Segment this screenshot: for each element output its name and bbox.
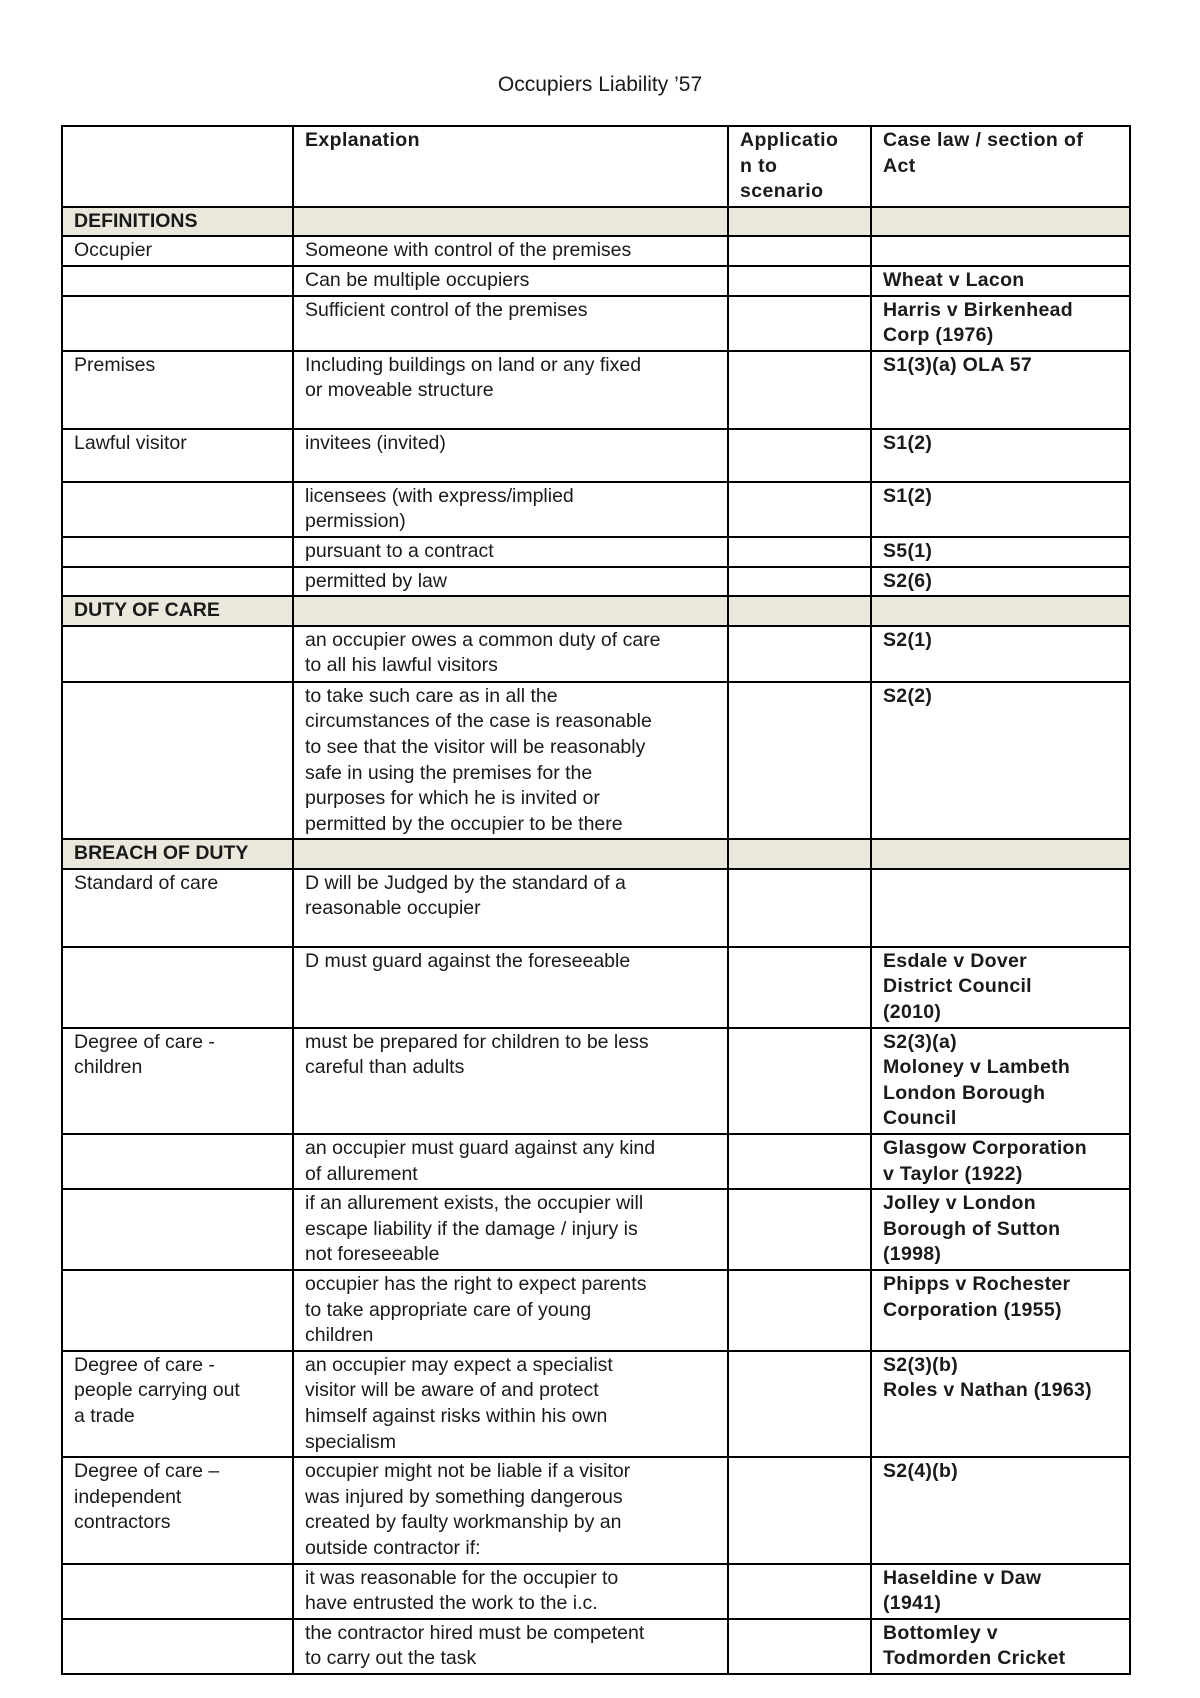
explanation-cell — [293, 869, 728, 947]
topic-cell — [62, 1351, 293, 1457]
table-row — [62, 869, 1130, 947]
application-cell — [728, 537, 871, 567]
explanation-text: safe in using the premises for the — [305, 761, 593, 784]
explanation-text: to carry out the task — [305, 1647, 477, 1670]
header-case-law-line: Case law / section of — [883, 129, 1084, 151]
case-law-text: S2(3)(a) — [883, 1030, 957, 1053]
case-law-cell — [871, 1134, 1130, 1189]
topic-text: children — [74, 1056, 143, 1079]
explanation-cell — [293, 1619, 728, 1674]
explanation-cell — [293, 947, 728, 1028]
case-law-text: (1941) — [883, 1592, 942, 1615]
explanation-text: children — [305, 1324, 374, 1347]
explanation-text: circumstances of the case is reasonable — [305, 710, 652, 733]
explanation-cell — [293, 296, 728, 351]
case-law-cell — [871, 1351, 1130, 1457]
explanation-text: pursuant to a contract — [305, 539, 494, 562]
explanation-text: created by faulty workmanship by an — [305, 1511, 622, 1534]
section-empty-cell — [293, 207, 728, 237]
topic-text: Degree of care - — [74, 1030, 215, 1053]
case-law-text: S1(2) — [883, 484, 933, 507]
explanation-cell — [293, 567, 728, 597]
explanation-text: himself against risks within his own — [305, 1404, 608, 1427]
explanation-cell — [293, 1189, 728, 1270]
case-law-cell — [871, 626, 1130, 682]
case-law-cell — [871, 1028, 1130, 1134]
header-case-law-line: Act — [883, 154, 916, 177]
table-row — [62, 236, 1130, 266]
topic-cell — [62, 682, 293, 840]
section-empty-cell — [728, 207, 871, 237]
explanation-text: it was reasonable for the occupier to — [305, 1566, 619, 1589]
explanation-text: of allurement — [305, 1162, 418, 1185]
explanation-text: or moveable structure — [305, 379, 494, 402]
explanation-cell — [293, 1028, 728, 1134]
table-row — [62, 296, 1130, 351]
table-row — [62, 537, 1130, 567]
case-law-text: District Council — [883, 975, 1032, 998]
case-law-cell — [871, 682, 1130, 840]
explanation-text: Can be multiple occupiers — [305, 268, 530, 291]
section-heading: DEFINITIONS — [62, 207, 293, 237]
case-law-cell — [871, 947, 1130, 1028]
explanation-text: to all his lawful visitors — [305, 654, 498, 677]
case-law-cell — [871, 1270, 1130, 1351]
explanation-text: visitor will be aware of and protect — [305, 1379, 599, 1402]
application-cell — [728, 626, 871, 682]
explanation-text: Sufficient control of the premises — [305, 298, 588, 321]
explanation-text: careful than adults — [305, 1056, 465, 1079]
application-cell — [728, 947, 871, 1028]
case-law-text: Haseldine v Daw — [883, 1566, 1042, 1589]
explanation-text: outside contractor if: — [305, 1536, 481, 1559]
application-cell — [728, 1619, 871, 1674]
table-row — [62, 1028, 1130, 1134]
case-law-text: Todmorden Cricket — [883, 1647, 1066, 1670]
explanation-text: to see that the visitor will be reasonably — [305, 735, 646, 758]
case-law-cell — [871, 869, 1130, 947]
case-law-cell — [871, 1189, 1130, 1270]
topic-cell — [62, 266, 293, 296]
table-row — [62, 482, 1130, 537]
explanation-text: permission) — [305, 510, 406, 533]
case-law-text: S2(6) — [883, 569, 933, 592]
explanation-text: invitees (invited) — [305, 431, 446, 454]
topic-cell — [62, 482, 293, 537]
explanation-text: permitted by the occupier to be there — [305, 812, 623, 835]
case-law-cell — [871, 236, 1130, 266]
case-law-cell — [871, 1619, 1130, 1674]
topic-cell — [62, 1564, 293, 1619]
topic-cell — [62, 626, 293, 682]
table-row — [62, 626, 1130, 682]
application-cell — [728, 351, 871, 429]
case-law-text: S1(2) — [883, 431, 933, 454]
topic-cell — [62, 537, 293, 567]
section-empty-cell — [293, 596, 728, 626]
explanation-text: D must guard against the foreseeable — [305, 949, 631, 972]
explanation-text: permitted by law — [305, 569, 447, 592]
case-law-cell — [871, 266, 1130, 296]
application-cell — [728, 1028, 871, 1134]
table-body — [62, 207, 1130, 1674]
case-law-text: Moloney v Lambeth — [883, 1056, 1071, 1079]
case-law-text: S2(1) — [883, 628, 933, 651]
table-row — [62, 429, 1130, 482]
section-empty-cell — [728, 596, 871, 626]
explanation-text: if an allurement exists, the occupier will — [305, 1192, 644, 1215]
explanation-text: purposes for which he is invited or — [305, 787, 600, 810]
explanation-cell — [293, 429, 728, 482]
case-law-text: London Borough — [883, 1081, 1046, 1104]
explanation-cell — [293, 1134, 728, 1189]
explanation-cell — [293, 482, 728, 537]
explanation-text: licensees (with express/implied — [305, 484, 574, 507]
application-cell — [728, 1457, 871, 1563]
section-row — [62, 596, 1130, 626]
application-cell — [728, 1351, 871, 1457]
application-cell — [728, 1564, 871, 1619]
case-law-cell — [871, 1457, 1130, 1563]
application-cell — [728, 296, 871, 351]
case-law-text: v Taylor (1922) — [883, 1162, 1023, 1185]
table-row — [62, 1270, 1130, 1351]
table-row — [62, 1351, 1130, 1457]
case-law-cell — [871, 482, 1130, 537]
topic-cell — [62, 429, 293, 482]
case-law-text: Bottomley v — [883, 1621, 998, 1644]
explanation-text: to take such care as in all the — [305, 684, 558, 707]
case-law-text: Phipps v Rochester — [883, 1273, 1071, 1295]
table-row — [62, 947, 1130, 1028]
case-law-text: Borough of Sutton — [883, 1217, 1061, 1240]
application-cell — [728, 682, 871, 840]
header-application — [728, 126, 871, 207]
explanation-text: escape liability if the damage / injury is — [305, 1217, 638, 1240]
topic-cell — [62, 1028, 293, 1134]
case-law-text: S2(2) — [883, 684, 933, 707]
topic-cell — [62, 567, 293, 597]
section-heading: BREACH OF DUTY — [62, 839, 293, 869]
section-heading: DUTY OF CARE — [62, 596, 293, 626]
header-application-line: Applicatio — [740, 129, 839, 151]
topic-cell — [62, 1457, 293, 1563]
topic-text: independent — [74, 1485, 182, 1508]
explanation-text: occupier might not be liable if a visitor — [305, 1460, 631, 1483]
topic-cell — [62, 236, 293, 266]
application-cell — [728, 266, 871, 296]
topic-cell — [62, 1619, 293, 1674]
topic-cell — [62, 947, 293, 1028]
case-law-text: Wheat v Lacon — [883, 268, 1025, 291]
case-law-text: S2(3)(b) — [883, 1353, 958, 1376]
explanation-cell — [293, 1351, 728, 1457]
liability-table — [61, 125, 1131, 1675]
topic-cell — [62, 296, 293, 351]
table-row — [62, 1134, 1130, 1189]
case-law-cell — [871, 567, 1130, 597]
case-law-text: (2010) — [883, 1001, 942, 1024]
explanation-text: reasonable occupier — [305, 897, 481, 920]
case-law-text: S1(3)(a) OLA 57 — [883, 353, 1032, 376]
explanation-text: the contractor hired must be competent — [305, 1621, 645, 1644]
topic-text: Degree of care – — [74, 1460, 220, 1483]
header-blank — [62, 126, 293, 207]
explanation-cell — [293, 1564, 728, 1619]
case-law-text: Corporation (1955) — [883, 1298, 1062, 1321]
explanation-text: specialism — [305, 1430, 397, 1453]
application-cell — [728, 429, 871, 482]
explanation-text: an occupier owes a common duty of care — [305, 628, 661, 651]
topic-text: Degree of care - — [74, 1353, 215, 1376]
topic-text: Lawful visitor — [74, 431, 187, 454]
section-empty-cell — [871, 207, 1130, 237]
explanation-cell — [293, 682, 728, 840]
case-law-cell — [871, 296, 1130, 351]
explanation-cell — [293, 626, 728, 682]
topic-cell — [62, 1134, 293, 1189]
application-cell — [728, 482, 871, 537]
explanation-text: an occupier must guard against any kind — [305, 1137, 656, 1160]
topic-cell — [62, 1189, 293, 1270]
topic-cell — [62, 869, 293, 947]
topic-text: Standard of care — [74, 871, 219, 894]
header-case-law — [871, 126, 1130, 207]
case-law-cell — [871, 537, 1130, 567]
header-application-line: scenario — [740, 180, 824, 203]
application-cell — [728, 236, 871, 266]
case-law-text: Harris v Birkenhead — [883, 298, 1073, 321]
table-row — [62, 266, 1130, 296]
case-law-text: Glasgow Corporation — [883, 1137, 1087, 1160]
page-title: Occupiers Liability ’57 — [497, 73, 703, 96]
explanation-text: have entrusted the work to the i.c. — [305, 1592, 598, 1615]
topic-cell — [62, 351, 293, 429]
explanation-cell — [293, 1457, 728, 1563]
case-law-text: Roles v Nathan (1963) — [883, 1379, 1092, 1402]
explanation-text: must be prepared for children to be less — [305, 1030, 649, 1053]
explanation-cell — [293, 236, 728, 266]
case-law-text: Jolley v London — [883, 1192, 1036, 1215]
explanation-text: an occupier may expect a specialist — [305, 1353, 613, 1376]
topic-text: people carrying out — [74, 1379, 240, 1402]
explanation-text: Someone with control of the premises — [305, 239, 632, 262]
case-law-cell — [871, 351, 1130, 429]
explanation-cell — [293, 351, 728, 429]
header-row — [62, 126, 1130, 207]
header-explanation: Explanation — [293, 126, 728, 207]
section-empty-cell — [728, 839, 871, 869]
table-row — [62, 1564, 1130, 1619]
case-law-text: S2(4)(b) — [883, 1460, 958, 1483]
table-row — [62, 567, 1130, 597]
explanation-text: Including buildings on land or any fixed — [305, 353, 642, 376]
table-row — [62, 351, 1130, 429]
application-cell — [728, 869, 871, 947]
case-law-text: Corp (1976) — [883, 324, 994, 347]
case-law-text: (1998) — [883, 1243, 942, 1266]
explanation-text: occupier has the right to expect parents — [305, 1273, 647, 1295]
application-cell — [728, 567, 871, 597]
case-law-text: Esdale v Dover — [883, 949, 1028, 972]
case-law-cell — [871, 429, 1130, 482]
header-application-line: n to — [740, 154, 778, 177]
application-cell — [728, 1189, 871, 1270]
explanation-cell — [293, 266, 728, 296]
section-row — [62, 207, 1130, 237]
table-row — [62, 1189, 1130, 1270]
topic-text: contractors — [74, 1511, 171, 1534]
topic-cell — [62, 1270, 293, 1351]
section-row — [62, 839, 1130, 869]
section-empty-cell — [871, 596, 1130, 626]
table-row — [62, 682, 1130, 840]
explanation-text: was injured by something dangerous — [305, 1485, 623, 1508]
topic-text: Premises — [74, 353, 156, 376]
explanation-text: not foreseeable — [305, 1243, 440, 1266]
case-law-text: S5(1) — [883, 539, 933, 562]
section-empty-cell — [293, 839, 728, 869]
table-row — [62, 1619, 1130, 1674]
case-law-cell — [871, 1564, 1130, 1619]
explanation-cell — [293, 537, 728, 567]
explanation-text: to take appropriate care of young — [305, 1298, 592, 1321]
section-empty-cell — [871, 839, 1130, 869]
application-cell — [728, 1270, 871, 1351]
case-law-text: Council — [883, 1107, 957, 1130]
topic-text: Occupier — [74, 239, 153, 262]
topic-text: a trade — [74, 1404, 135, 1427]
application-cell — [728, 1134, 871, 1189]
table-row — [62, 1457, 1130, 1563]
explanation-cell — [293, 1270, 728, 1351]
explanation-text: D will be Judged by the standard of a — [305, 871, 626, 894]
